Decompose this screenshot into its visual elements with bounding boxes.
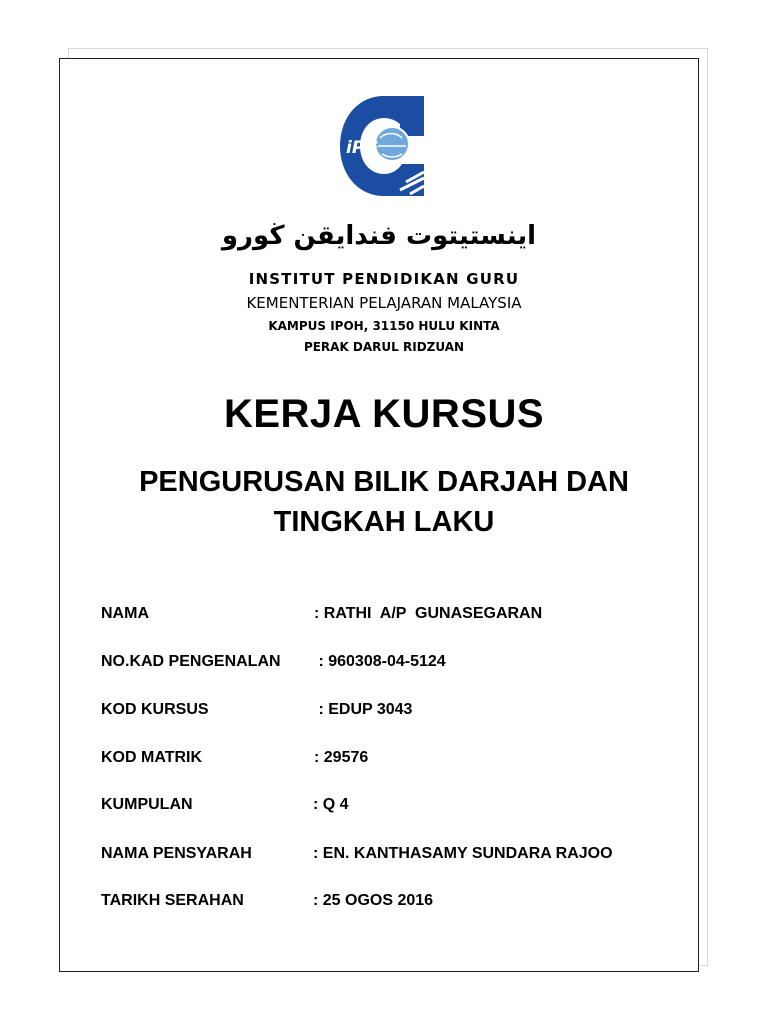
detail-label: KUMPULAN xyxy=(101,796,193,813)
detail-label: KOD KURSUS xyxy=(101,701,209,718)
detail-row-pensyarah xyxy=(101,845,613,867)
detail-row-kumpulan xyxy=(101,796,349,818)
institution-name: INSTITUT PENDIDIKAN GURU xyxy=(248,270,520,288)
detail-row-tarikh xyxy=(101,892,434,914)
detail-value: : Q 4 xyxy=(313,796,349,813)
detail-row-ic xyxy=(101,653,446,675)
detail-row-kod-matrik xyxy=(101,749,369,771)
detail-label: NAMA xyxy=(101,605,149,622)
campus-address: KAMPUS IPOH, 31150 HULU KINTA xyxy=(268,319,500,333)
detail-value: : EN. KANTHASAMY SUNDARA RAJOO xyxy=(313,845,613,862)
detail-value: : 25 OGOS 2016 xyxy=(313,892,434,909)
detail-label: KOD MATRIK xyxy=(101,749,203,766)
detail-value: : 960308-04-5124 xyxy=(314,653,446,670)
campus-state: PERAK DARUL RIDZUAN xyxy=(303,340,465,354)
detail-label: TARIKH SERAHAN xyxy=(101,892,244,909)
ministry-name: KEMENTERIAN PELAJARAN MALAYSIA xyxy=(246,294,522,312)
detail-row-nama xyxy=(101,605,543,627)
logo-text: iPG xyxy=(346,138,379,158)
detail-value: : RATHI A/P GUNASEGARAN xyxy=(314,605,543,622)
document-title: KERJA KURSUS xyxy=(223,392,545,436)
detail-value: : EDUP 3043 xyxy=(314,701,413,718)
detail-row-kod-kursus xyxy=(101,701,413,723)
detail-label: NAMA PENSYARAH xyxy=(101,845,252,862)
ipg-logo xyxy=(340,96,428,196)
subtitle-line-1: PENGURUSAN BILIK DARJAH DAN xyxy=(139,466,629,498)
detail-value: : 29576 xyxy=(314,749,369,766)
subtitle-line-2: TINGKAH LAKU xyxy=(273,506,495,538)
institution-jawi-name: اينستيتوت فندايقن ڬورو xyxy=(221,221,536,251)
detail-label: NO.KAD PENGENALAN xyxy=(101,653,281,670)
document-subtitle xyxy=(100,462,668,542)
